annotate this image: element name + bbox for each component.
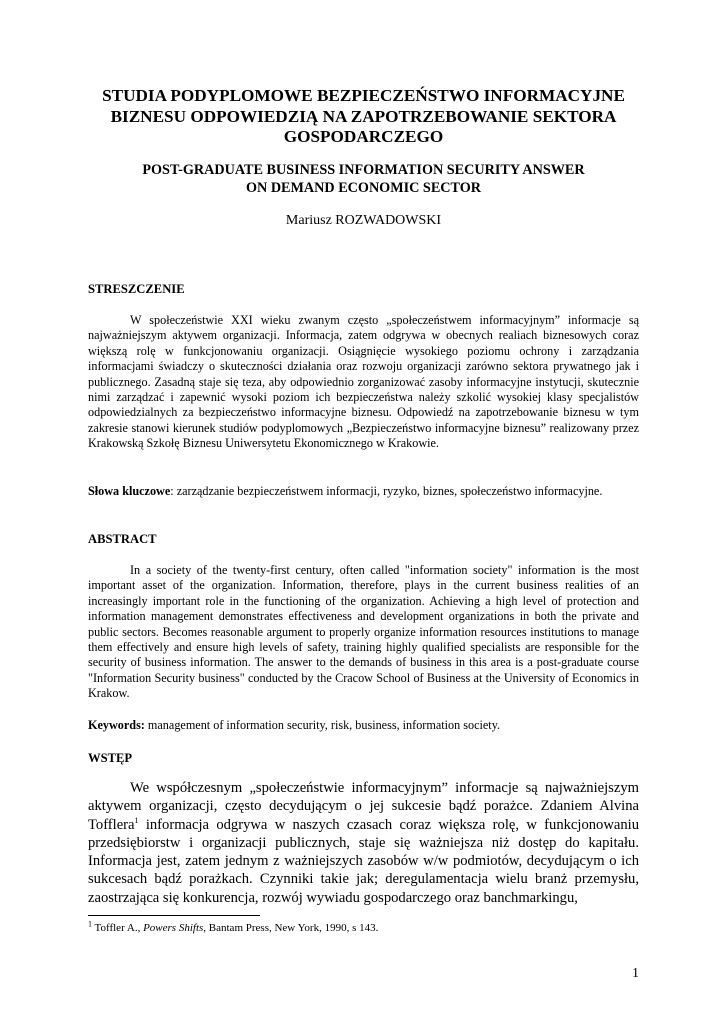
footnote-author: Toffler A., <box>92 922 144 934</box>
streszczenie-heading: STRESZCZENIE <box>88 282 185 296</box>
keywords-text: management of information security, risk, business, information society. <box>144 718 501 732</box>
page-number: 1 <box>632 966 639 981</box>
footnote-reference[interactable]: 1 <box>134 815 139 825</box>
document-page <box>88 0 639 1024</box>
abstract-heading: ABSTRACT <box>88 532 157 546</box>
footnote-title: Powers Shifts <box>143 922 204 934</box>
footnote-number: 1 <box>88 919 92 929</box>
title-polish <box>88 86 639 148</box>
author-name: Mariusz ROZWADOWSKI <box>285 213 442 228</box>
wstep-heading: WSTĘP <box>88 751 133 765</box>
keywords-paragraph <box>88 718 639 733</box>
keywords-label: Keywords: <box>88 718 145 732</box>
title-polish-line: STUDIA PODYPLOMOWE BEZPIECZEŃSTWO INFORMACYJNE <box>102 86 625 105</box>
title-polish-line: GOSPODARCZEGO <box>283 127 444 146</box>
footnote <box>88 919 639 935</box>
abstract-paragraph: In a society of the twenty-first century, often called "information society" information is the most important asset of the organization. Information, therefore, plays in the current business realities of an increasingly important role in the functioning of the organization. Achieving a high level of protection and information management demonstrates effectiveness and development organizations in both the private and public sectors. Becomes reasonable argument to properly organize information resources institutions to manage them effectively and ensure high levels of safety, training highly qualified specialists are responsible for the security of business information. The answer to the demands of business in this area is a post-graduate course "Information Security business" conducted by the Cracow School of Business at the University of Economics in Krakow. <box>88 563 639 701</box>
slowa-kluczowe-label: Słowa kluczowe <box>88 484 171 498</box>
title-polish-line: BIZNESU ODPOWIEDZIĄ NA ZAPOTRZEBOWANIE SEKTORA <box>110 106 617 126</box>
footnote-rest: , Bantam Press, New York, 1990, s 143. <box>203 922 379 934</box>
slowa-kluczowe-text: : zarządzanie bezpieczeństwem informacji, ryzyko, biznes, społeczeństwo informacyjne. <box>170 484 603 498</box>
title-english <box>88 162 639 197</box>
title-english-line: ON DEMAND ECONOMIC SECTOR <box>245 179 482 196</box>
streszczenie-paragraph: W społeczeństwie XXI wieku zwanym często „społeczeństwem informacyjnym” informacje są najważniejszym aktywem organizacji. Informacja, zatem odgrywa w obecnych realiach biznesowych coraz większą rolę w funkcjonowaniu organizacji. Osiągnięcie wysokiego poziomu ochrony i zarządzania informacjami świadczy o skuteczności działania oraz rozwoju organizacji zarówno sektora prywatnego jak i publicznego. Zasadną staje się teza, aby odpowiednio zorganizować zasoby informacyjne instytucji, skutecznie nimi zarządzać i zapewnić wysoki poziom ich bezpieczeństwa należy szkolić wysokiej klasy specjalistów odpowiedzialnych za bezpieczeństwo informacyjne biznesu. Odpowiedź na zapotrzebowanie biznesu w tym zakresie stanowi kierunek studiów podyplomowych „Bezpieczeństwo informacyjne biznesu” realizowany przez Krakowską Szkołę Biznesu Uniwersytetu Ekonomicznego w Krakowie. <box>88 313 639 451</box>
wstep-paragraph <box>88 779 639 907</box>
footnote-divider <box>88 915 260 916</box>
wstep-text-part1: We współczesnym „społeczeństwie informacyjnym” informacje są najważniejszym aktywem organizacji, często decydującym o jej sukcesie bądź porażce. Zdaniem Alvina Tofflera <box>88 780 639 833</box>
slowa-kluczowe-paragraph <box>88 484 639 499</box>
wstep-text-part2: informacja odgrywa w naszych czasach coraz większa rolę, w funkcjonowaniu przedsiębiorstw i organizacji publicznych, staje się ważniejsza niż dostęp do kapitału. Informacja jest, zatem jednym z ważniejszych zasobów w/w podmiotów, decydującym o ich sukcesach bądź porażkach. Czynniki takie jak; deregulamentacja wielu branż przemysłu, zaostrzająca się konkurencja, rozwój wywiadu gospodarczego oraz banchmarkingu, <box>88 816 639 906</box>
title-english-line: POST-GRADUATE BUSINESS INFORMATION SECURITY ANSWER <box>142 162 585 178</box>
